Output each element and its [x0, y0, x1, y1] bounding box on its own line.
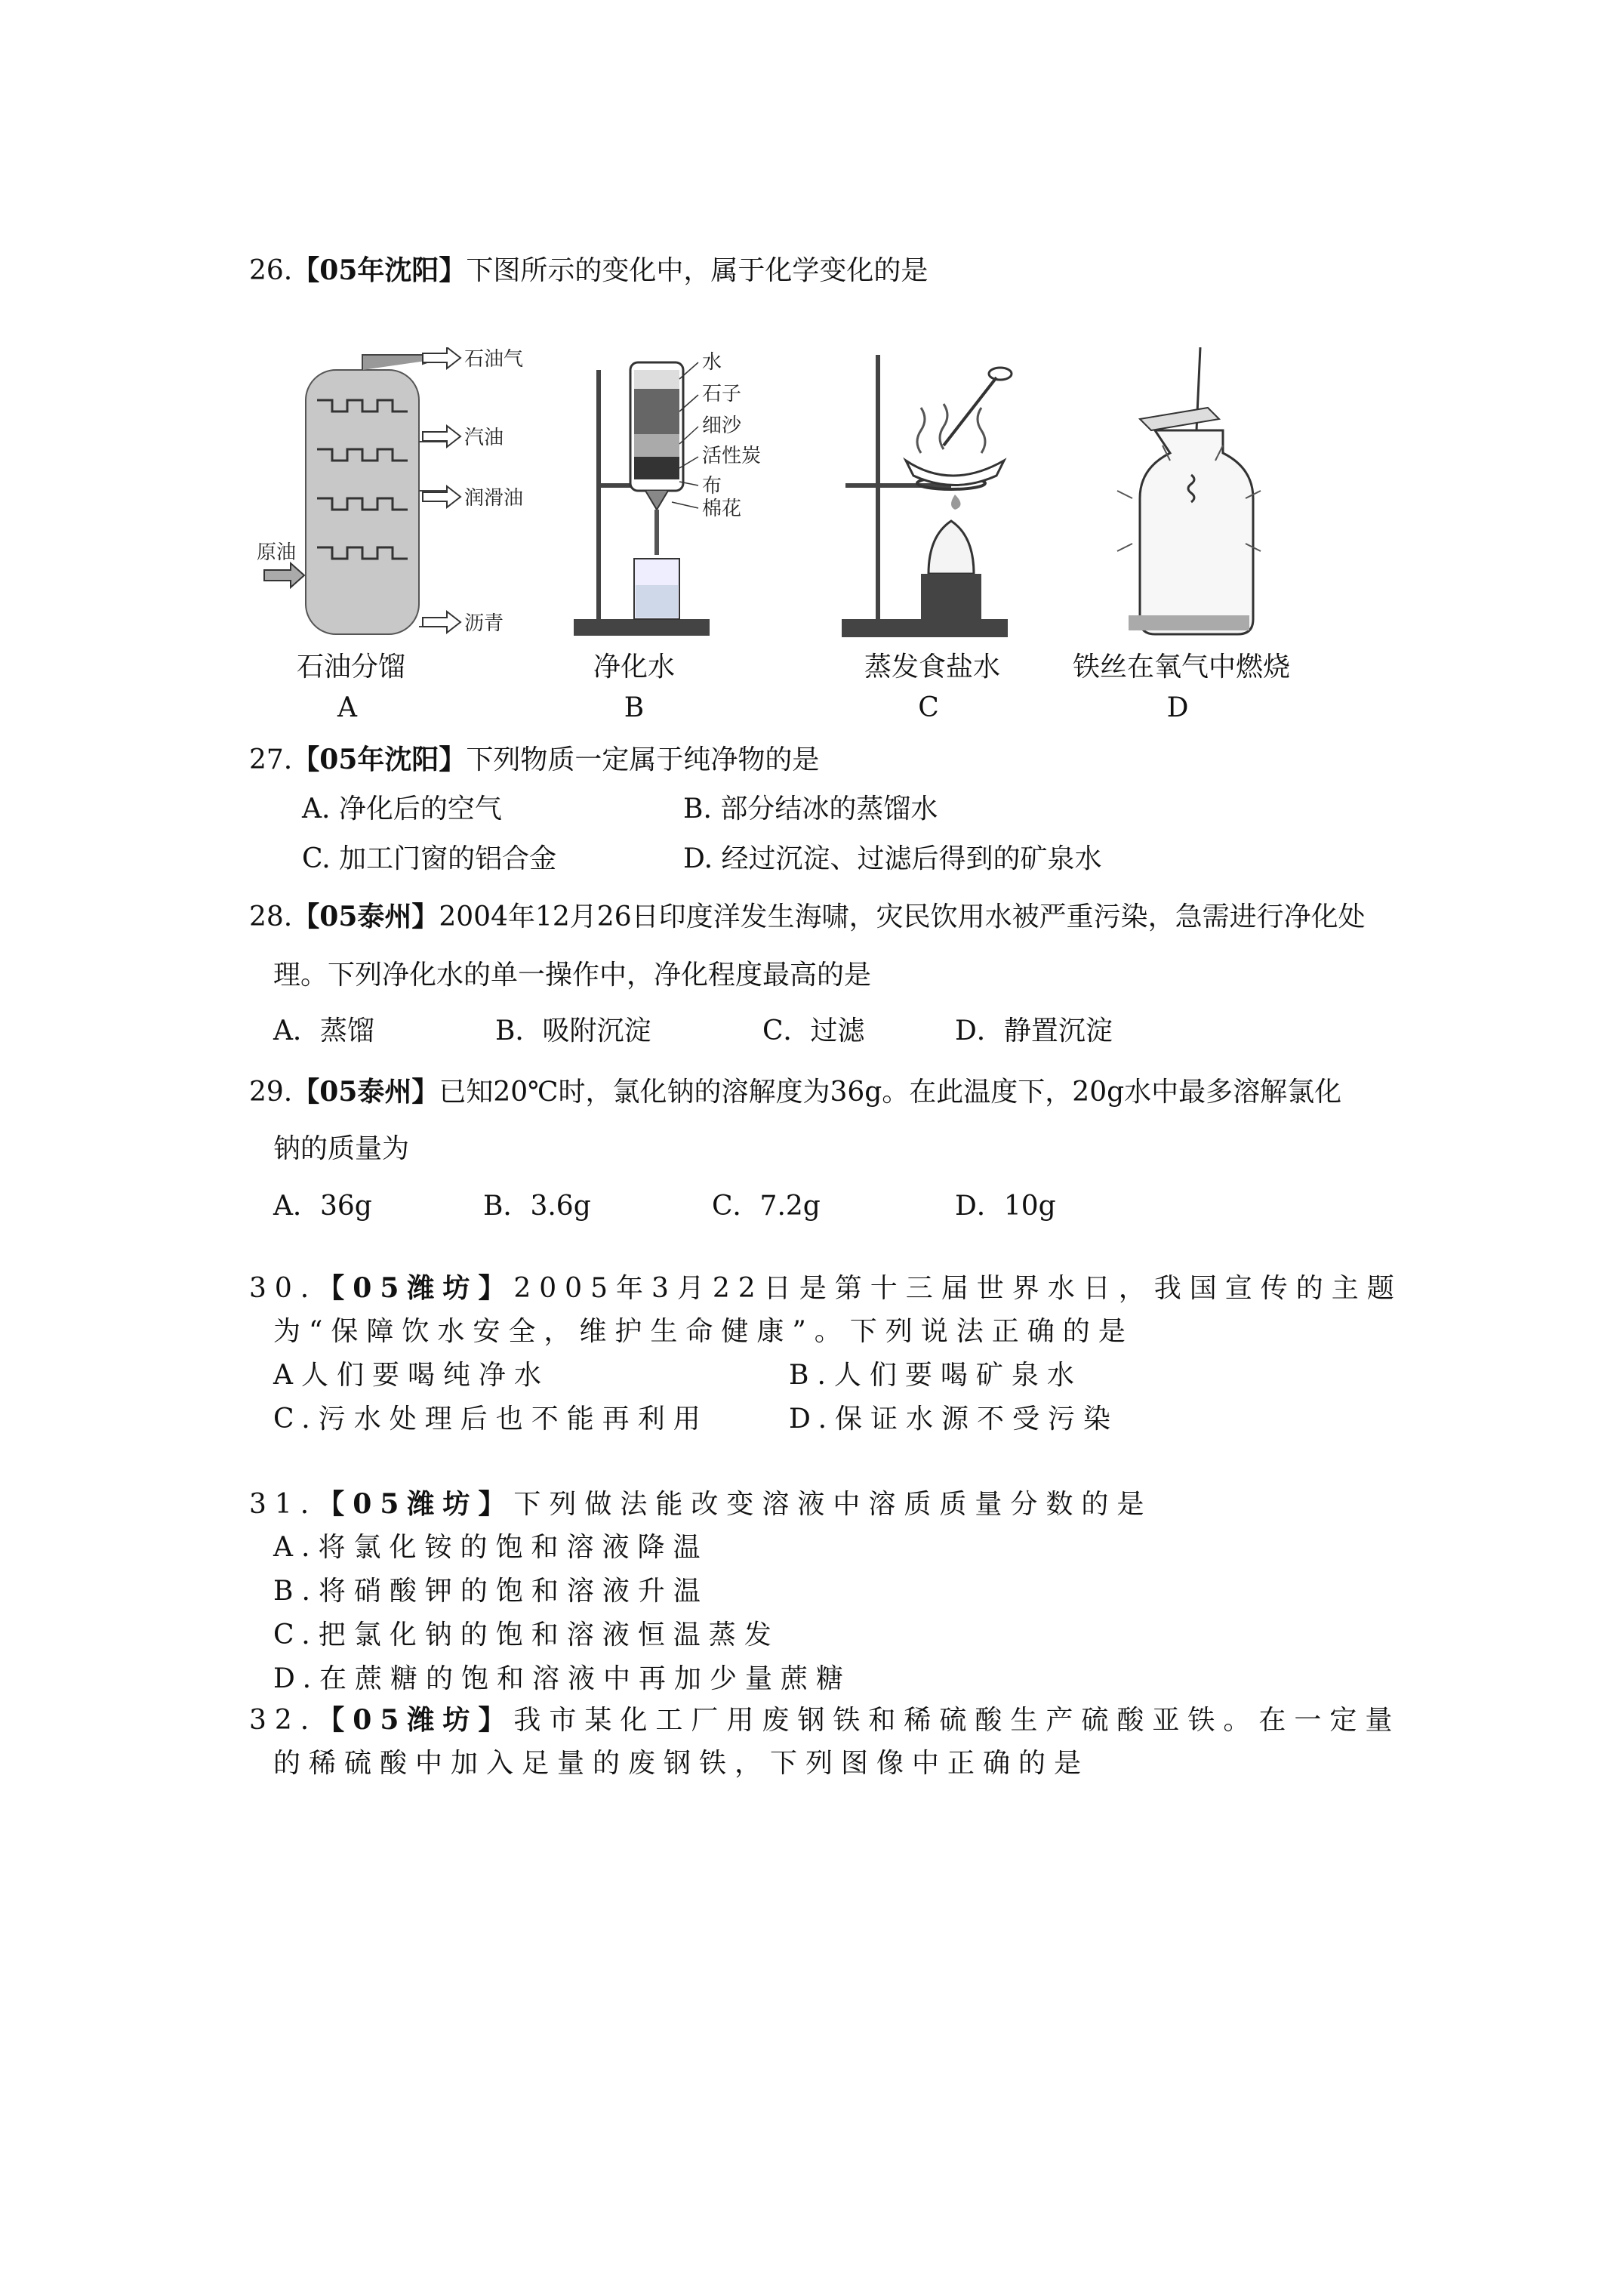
- q28-option-c[interactable]: C．过滤: [762, 1015, 865, 1046]
- figure-c-letter: C: [918, 692, 939, 723]
- q28-option-a[interactable]: A．蒸馏: [273, 1015, 374, 1046]
- figure-b-caption: 净化水: [593, 652, 675, 683]
- figure-d-iron-burning: [1087, 347, 1268, 649]
- q30-stem-line1: 30.【05潍坊】2005年3月22日是第十三届世界水日，我国宣传的主题: [249, 1272, 1403, 1304]
- q27-option-b[interactable]: B. 部分结冰的蒸馏水: [683, 794, 938, 824]
- q31-stem: 31.【05潍坊】下列做法能改变溶液中溶质质量分数的是: [249, 1488, 1153, 1520]
- label-water: 水: [702, 351, 722, 374]
- q29-stem-line1: 29.【05泰州】已知20℃时，氯化钠的溶解度为36g。在此温度下，20g水中最多溶解氯化: [249, 1076, 1342, 1108]
- q29-stem-line2: 钠的质量为: [273, 1133, 410, 1164]
- q29-option-a[interactable]: A．36g: [273, 1191, 372, 1222]
- q27-stem: 27.【05年沈阳】下列物质一定属于纯净物的是: [249, 744, 820, 775]
- q30-option-d[interactable]: D.保证水源不受污染: [789, 1404, 1119, 1435]
- label-gasoline: 汽油: [464, 427, 504, 449]
- q29-option-b[interactable]: B．3.6g: [483, 1191, 591, 1222]
- figure-b-letter: B: [624, 692, 645, 723]
- q30-stem-line2: 为“保障饮水安全，维护生命健康”。下列说法正确的是: [273, 1316, 1134, 1347]
- q31-option-a[interactable]: A.将氯化铵的饱和溶液降温: [273, 1532, 709, 1563]
- q28-option-b[interactable]: B．吸附沉淀: [495, 1015, 651, 1046]
- figure-a-caption: 石油分馏: [296, 652, 405, 683]
- label-petroleum-gas: 石油气: [464, 348, 524, 371]
- q27-option-c[interactable]: C. 加工门窗的铝合金: [302, 843, 557, 874]
- label-asphalt: 沥青: [464, 612, 504, 635]
- q30-option-c[interactable]: C.污水处理后也不能再利用: [273, 1404, 709, 1435]
- q31-option-b[interactable]: B.将硝酸钾的饱和溶液升温: [273, 1576, 709, 1607]
- figure-d-caption: 铁丝在氧气中燃烧: [1072, 652, 1290, 683]
- label-stones: 石子: [702, 383, 742, 405]
- label-lubricant: 润滑油: [464, 487, 524, 510]
- q27-option-a[interactable]: A. 净化后的空气: [302, 794, 502, 824]
- label-cloth: 布: [702, 475, 722, 498]
- q32-stem-line2: 的稀硫酸中加入足量的废钢铁，下列图像中正确的是: [273, 1748, 1090, 1779]
- q28-option-d[interactable]: D．静置沉淀: [955, 1015, 1113, 1046]
- q28-stem-line2: 理。下列净化水的单一操作中，净化程度最高的是: [273, 960, 872, 991]
- q26-stem: 26.【05年沈阳】下图所示的变化中，属于化学变化的是: [249, 254, 929, 286]
- label-activated-carbon: 活性炭: [702, 445, 762, 467]
- q31-option-c[interactable]: C.把氯化钠的饱和溶液恒温蒸发: [273, 1620, 780, 1650]
- q28-stem-line1: 28.【05泰州】2004年12月26日印度洋发生海啸，灾民饮用水被严重污染，急需进行净化处: [249, 901, 1366, 932]
- figure-a-letter: A: [337, 692, 357, 723]
- figure-b-water-purifier: [559, 347, 785, 649]
- q29-option-d[interactable]: D．10g: [955, 1191, 1056, 1222]
- label-crude-oil: 原油: [257, 541, 297, 564]
- q31-option-d[interactable]: D.在蔗糖的饱和溶液中再加少量蔗糖: [273, 1663, 852, 1694]
- label-cotton: 棉花: [702, 498, 742, 520]
- q30-option-b[interactable]: B.人们要喝矿泉水: [789, 1360, 1083, 1391]
- q27-option-d[interactable]: D. 经过沉淀、过滤后得到的矿泉水: [683, 843, 1102, 874]
- q30-option-a[interactable]: A人们要喝纯净水: [273, 1360, 550, 1391]
- figure-c-evaporation: [830, 347, 1027, 649]
- label-fine-sand: 细沙: [702, 415, 742, 437]
- q29-option-c[interactable]: C．7.2g: [712, 1191, 821, 1222]
- figure-c-caption: 蒸发食盐水: [864, 652, 1000, 683]
- figure-a-fractionation: [249, 347, 544, 649]
- figure-d-letter: D: [1166, 692, 1189, 723]
- q32-stem-line1: 32.【05潍坊】我市某化工厂用废钢铁和稀硫酸生产硫酸亚铁。在一定量: [249, 1704, 1401, 1736]
